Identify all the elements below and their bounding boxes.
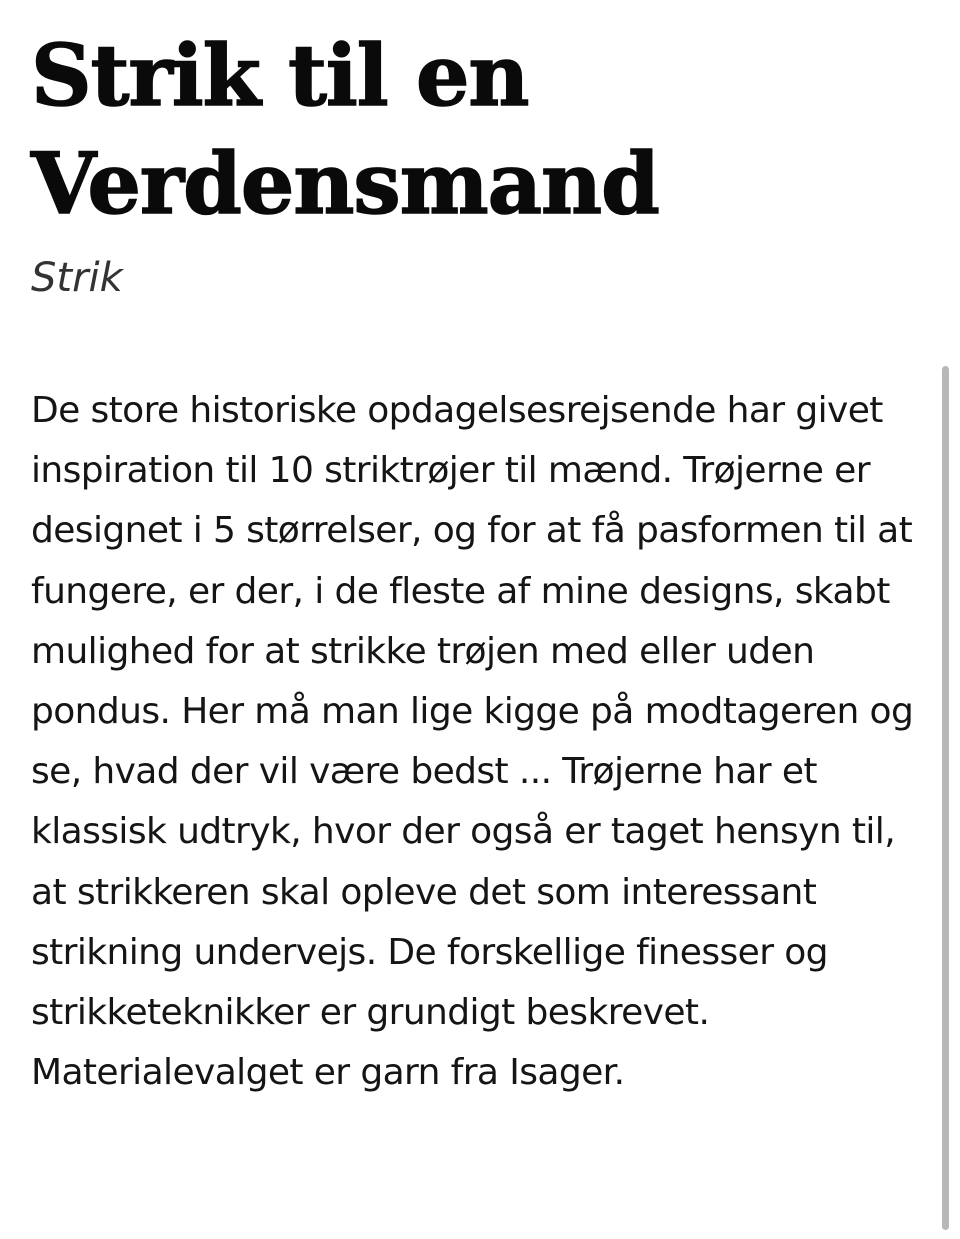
page-title: Strik til en Verdensmand [31,26,659,233]
scrollbar-thumb[interactable] [942,366,949,1230]
category-label: Strik [31,255,123,301]
description-scroll-area[interactable] [0,375,960,1239]
product-description: De store historiske opdagelsesrejsende har givet inspiration til 10 striktrøjer til mænd. Trøjerne er designet i 5 størrelser, og for at få pasformen til at fungere, er der, i de fleste af mine designs, skabt mulighed for at strikke trøjen med eller uden pondus. Her må man lige kigge på modtageren og se, hvad der vil være bedst ... Trøjerne har et klassisk udtryk, hvor der også er taget hensyn til, at strikkeren skal opleve det som interessant strikning undervejs. De forskellige finesser og strikketeknikker er grundigt beskrevet. Materialevalget er garn fra Isager. [31,390,914,1094]
vertical-scrollbar[interactable] [941,366,951,1230]
